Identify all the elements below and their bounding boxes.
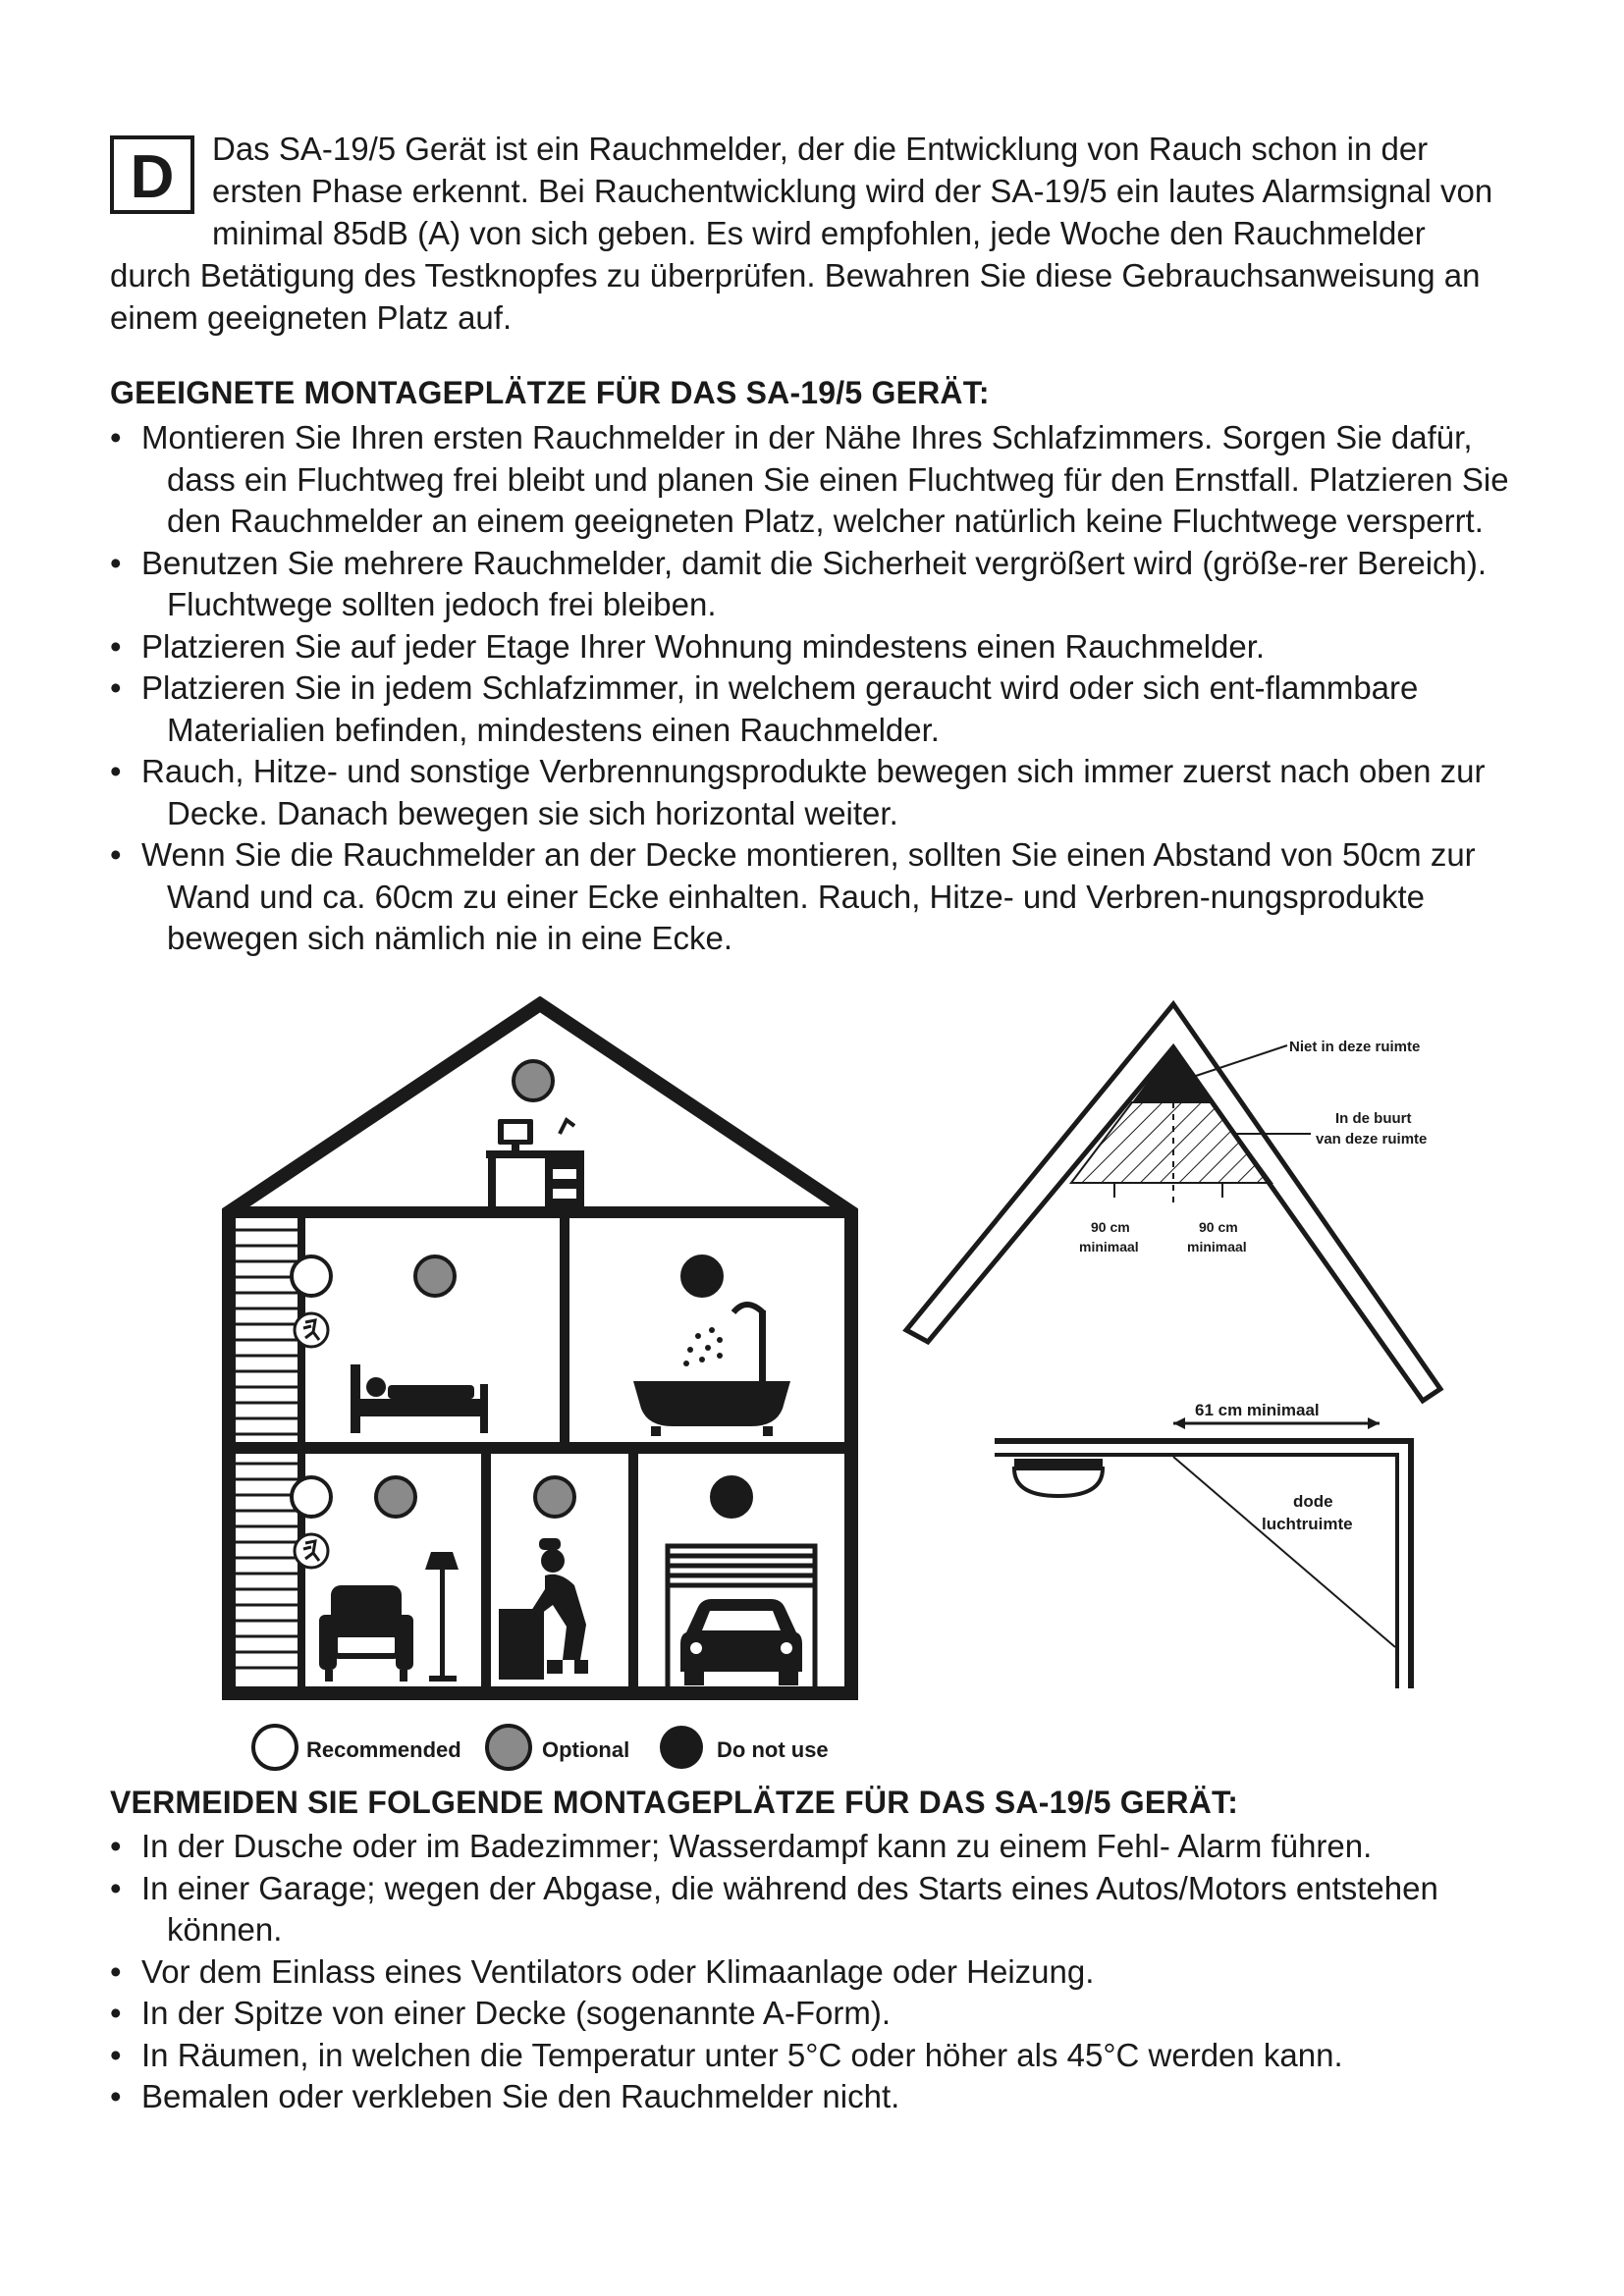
legend-do-not-use-label: Do not use <box>717 1737 829 1762</box>
legend-do-not-use-marker <box>660 1726 703 1769</box>
detector-attic-optional <box>514 1061 553 1100</box>
detector-kitchen-optional <box>535 1477 574 1517</box>
label-distance-right-1: 90 cm <box>1199 1219 1238 1235</box>
intro-line: den Rauchmelder durch Betätigung des Testknopfes zu überprüfen. Bewahren Sie <box>110 215 1426 294</box>
legend <box>245 1718 854 1777</box>
list-item: • Bemalen oder verkleben Sie den Rauchmelder nicht. <box>110 2076 1524 2118</box>
smoke-detector-icon <box>1014 1459 1103 1496</box>
detector-garage-do-not-use <box>712 1477 751 1517</box>
desk-computer-icon <box>486 1119 584 1209</box>
legend-recommended-label: Recommended <box>306 1737 461 1762</box>
car-icon <box>680 1599 802 1685</box>
detector-bedroom-optional <box>415 1256 455 1296</box>
list-item: • In der Dusche oder im Badezimmer; Wasserdampf kann zu einem Fehl- Alarm führen. <box>110 1826 1524 1868</box>
list-item: • Platzieren Sie auf jeder Etage Ihrer Wohnung mindestens einen Rauchmelder. <box>110 626 1524 668</box>
intro-line: in der ersten Phase erkennt. Bei Rauchentwicklung wird der SA-19/5 ein lautes <box>212 131 1429 209</box>
list-item: • In Räumen, in welchen die Temperatur unter 5°C oder höher als 45°C werden kann. <box>110 2035 1524 2077</box>
label-near-this-space-2: van deze ruimte <box>1316 1131 1428 1148</box>
list-item: • Vor dem Einlass eines Ventilators oder Klimaanlage oder Heizung. <box>110 1951 1524 1994</box>
label-not-in-this-space: Niet in deze ruimte <box>1289 1039 1421 1055</box>
label-dead-air-1: dode <box>1293 1492 1333 1511</box>
floor-lamp-icon <box>425 1552 459 1682</box>
roof-apex-diagram <box>898 996 1488 1409</box>
language-badge: D <box>110 135 194 214</box>
intro-paragraph <box>110 128 1514 339</box>
list-item: • Benutzen Sie mehrere Rauchmelder, damit die Sicherheit vergrößert wird (größe-rer Bereich). Fluchtwege sollten jedoch frei bleiben. <box>110 543 1524 626</box>
list-item: • Platzieren Sie in jedem Schlafzimmer, in welchem geraucht wird oder sich ent-flammbare Materialien befinden, mindestens einen Rauchmelder. <box>110 667 1524 751</box>
list-item: • In der Spitze von einer Decke (sogenannte A-Form). <box>110 1993 1524 2035</box>
escape-route-icon <box>295 1534 328 1568</box>
list-item: • Montieren Sie Ihren ersten Rauchmelder in der Nähe Ihres Schlafzimmers. Sorgen Sie dafür, dass ein Fluchtweg frei bleibt und planen Sie einen Fluchtweg für den Ernstfall. Platzieren Sie den Rauchmelder an einem geeigneten Platz, welcher natürlich keine Fluchtwege versperrt. <box>110 417 1524 543</box>
legend-recommended-marker <box>253 1726 297 1769</box>
list-item: • Wenn Sie die Rauchmelder an der Decke montieren, sollten Sie einen Abstand von 50cm zur Wand und ca. 60cm zu einer Ecke einhalten. Rauch, Hitze- und Verbren-nungsprodukte bewegen sich nämlich nie in eine Ecke. <box>110 834 1524 960</box>
detector-bathroom-do-not-use <box>682 1256 722 1296</box>
suitable-locations-list <box>110 417 1524 960</box>
detector-living-optional <box>376 1477 415 1517</box>
armchair-icon <box>319 1585 413 1682</box>
label-distance-left-2: minimaal <box>1079 1239 1139 1255</box>
bathtub-icon <box>633 1305 790 1436</box>
label-distance-left-1: 90 cm <box>1091 1219 1130 1235</box>
detector-stair-upper-recommended <box>292 1256 331 1296</box>
bed-icon <box>351 1364 488 1433</box>
house-diagram <box>221 996 859 1762</box>
list-item: • In einer Garage; wegen der Abgase, die während des Starts eines Autos/Motors entstehen können. <box>110 1868 1524 1951</box>
section-heading-avoid: VERMEIDEN SIE FOLGENDE MONTAGEPLÄTZE FÜR DAS SA-19/5 GERÄT: <box>110 1785 1239 1820</box>
intro-line: diese Gebrauchsanweisung an einem geeigneten Platz auf. <box>110 257 1481 336</box>
legend-optional-label: Optional <box>542 1737 630 1762</box>
legend-optional-marker <box>487 1726 530 1769</box>
label-dead-air-2: luchtruimte <box>1262 1515 1353 1533</box>
label-61cm-minimum: 61 cm minimaal <box>1195 1401 1320 1419</box>
cook-icon <box>499 1538 588 1680</box>
intro-line: Das SA-19/5 Gerät ist ein Rauchmelder, der die Entwicklung von Rauch schon <box>212 131 1347 167</box>
list-item: • Rauch, Hitze- und sonstige Verbrennungsprodukte bewegen sich immer zuerst nach oben zur Decke. Danach bewegen sie sich horizontal weiter. <box>110 751 1524 834</box>
avoid-locations-list <box>110 1826 1524 2118</box>
corner-distance-diagram <box>987 1394 1438 1688</box>
escape-route-icon <box>295 1313 328 1347</box>
section-heading-suitable: GEEIGNETE MONTAGEPLÄTZE FÜR DAS SA-19/5 GERÄT: <box>110 375 990 410</box>
label-distance-right-2: minimaal <box>1187 1239 1247 1255</box>
intro-line: Alarmsignal von minimal 85dB (A) von sich geben. Es wird empfohlen, jede Woche <box>212 173 1493 251</box>
label-near-this-space-1: In de buurt <box>1335 1110 1412 1127</box>
detector-stair-lower-recommended <box>292 1477 331 1517</box>
house-outline <box>229 1004 851 1693</box>
